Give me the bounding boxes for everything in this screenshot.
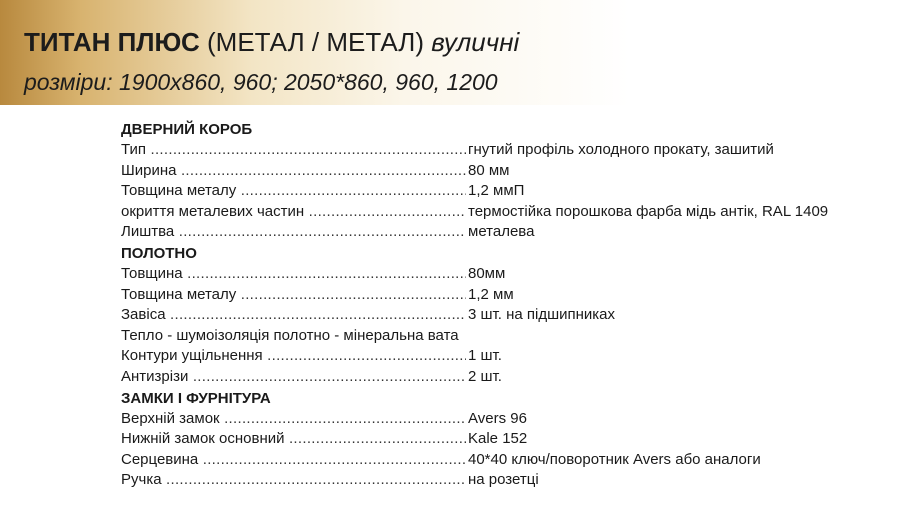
spec-value: 40*40 ключ/поворотник Avers або аналоги [468, 450, 761, 468]
spec-label: Тепло - шумоізоляція полотно - мінеральна вата [121, 326, 459, 344]
spec-label: Верхній замок ..... [121, 409, 466, 430]
spec-row [121, 140, 891, 161]
spec-list [121, 119, 891, 491]
spec-row [121, 346, 891, 367]
spec-label: Контури ущільнення ..... [121, 346, 466, 367]
product-title-material: (МЕТАЛ / МЕТАЛ) [199, 27, 432, 57]
spec-value: 1 шт. [468, 347, 502, 365]
spec-value: термостійка порошкова фарба мідь антік, RAL 1409 [468, 202, 829, 220]
product-title [24, 27, 519, 57]
spec-value: гнутий профіль холодного прокату, зашитий [468, 141, 774, 158]
spec-value: 80мм [468, 264, 506, 282]
spec-value: Avers 96 [468, 409, 527, 427]
spec-row [121, 181, 891, 202]
spec-label: Антизрізи ..... [121, 367, 466, 388]
spec-value: 80 мм [468, 161, 510, 179]
spec-row [121, 202, 891, 223]
section-title-frame: ДВЕРНИЙ КОРОБ [121, 121, 253, 138]
spec-row [121, 161, 891, 182]
spec-row [121, 367, 891, 388]
spec-row [121, 409, 891, 430]
spec-label: Товщина металу ..... [121, 181, 466, 202]
spec-label: Товщина металу ..... [121, 285, 466, 306]
spec-row [121, 305, 891, 326]
spec-row [121, 470, 891, 491]
spec-row [121, 450, 891, 471]
product-title-type: вуличні [431, 27, 520, 57]
spec-row [121, 429, 891, 450]
spec-label: Завіса ..... [121, 305, 466, 326]
spec-row [121, 264, 891, 285]
spec-label: Ручка ..... [121, 470, 466, 491]
section-title-leaf: ПОЛОТНО [121, 244, 197, 262]
spec-value: 1,2 мм [468, 285, 514, 303]
spec-value: 3 шт. на підшипниках [468, 306, 616, 324]
spec-value: 2 шт. [468, 367, 502, 385]
spec-label: Тип ..... [121, 140, 466, 161]
spec-label: Лиштва ..... [121, 222, 466, 243]
spec-label: Серцевина ..... [121, 450, 466, 471]
spec-label: Ширина ..... [121, 161, 466, 182]
spec-label: Товщина ..... [121, 264, 466, 285]
spec-row [121, 285, 891, 306]
spec-value: металева [468, 223, 535, 241]
spec-value: 1,2 ммП [468, 182, 525, 200]
spec-label: Нижній замок основний ..... [121, 429, 466, 450]
spec-label: окриття металевих частин ..... [121, 202, 466, 223]
spec-value: Kale 152 [468, 430, 528, 448]
spec-value: на розетці [468, 471, 539, 489]
spec-row [121, 222, 891, 243]
spec-row [121, 326, 891, 347]
section-title-locks: ЗАМКИ І ФУРНІТУРА [121, 389, 271, 407]
product-sizes: розміри: 1900х860, 960; 2050*860, 960, 1200 [24, 69, 498, 95]
product-title-name: ТИТАН ПЛЮС [24, 27, 200, 57]
